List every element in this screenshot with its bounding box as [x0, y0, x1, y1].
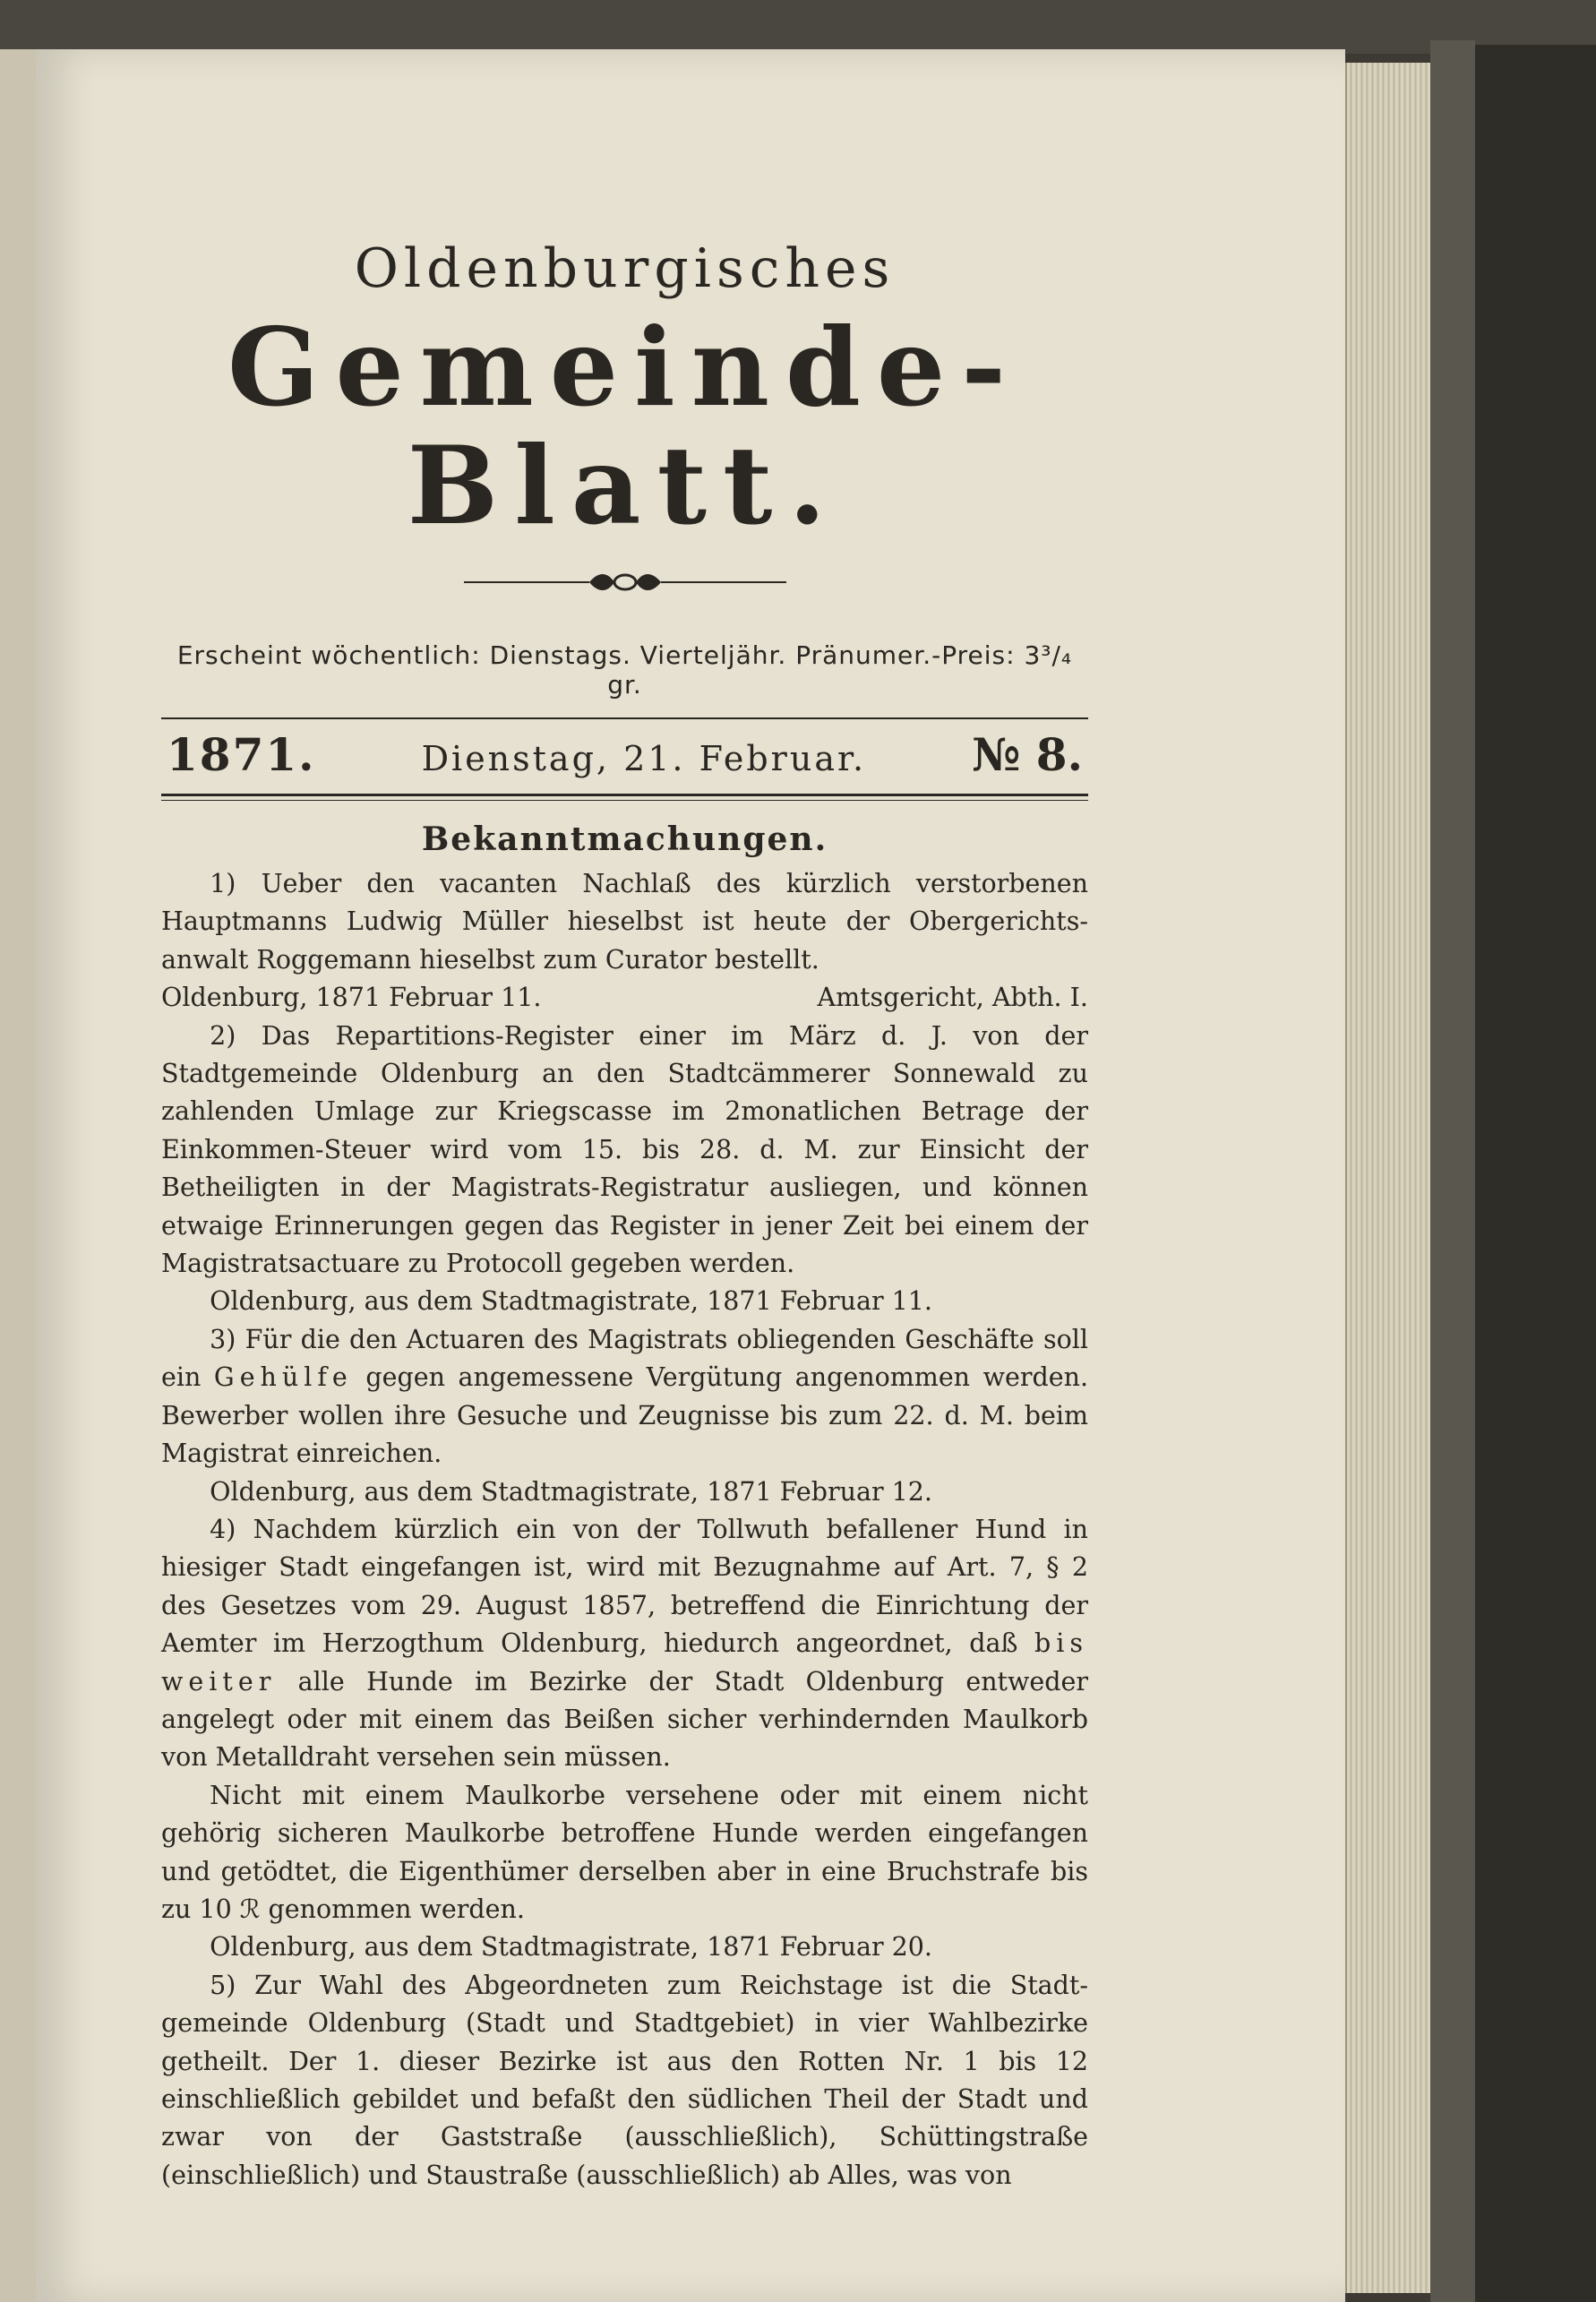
page-content	[161, 179, 1088, 2195]
notice-3-spaced: Gehülfe	[213, 1362, 353, 1393]
notice-4-signature: Oldenburg, aus dem Stadtmagistrate, 1871 Februar 20.	[210, 1932, 932, 1963]
page-stack-edge	[1345, 63, 1432, 2293]
masthead-subtitle: Oldenburgisches	[354, 237, 896, 300]
rule-thin	[161, 717, 1088, 719]
masthead-title: Gemeinde-Blatt.	[227, 305, 1023, 549]
notice-4-text	[161, 1511, 1088, 1777]
notice-4-spaced: bis weiter	[161, 1628, 1089, 1696]
notice-1-sig-left: Oldenburg, 1871 Februar 11.	[161, 983, 542, 1013]
notice-3-text	[161, 1321, 1088, 1473]
notice-1-sig-right: Amtsgericht, Abth. I.	[817, 983, 1088, 1013]
book-cover-back	[1475, 45, 1596, 2302]
book-binding-top	[0, 0, 1596, 54]
notice-3-text-a: 3) Für die den Actuaren des Magistrats obliegenden Geschäfte soll ein	[161, 1324, 1088, 1393]
notice-3-signature: Oldenburg, aus dem Stadtmagistrate, 1871 Februar 12.	[210, 1476, 932, 1507]
notice-3-text-b: gegen angemessene Vergütung angenommen werden. Bewerber wollen ihre Gesuche und Zeugnisse bis zum 22. d. M. beim Magistrat einreichen.	[161, 1362, 1089, 1469]
left-page-edge	[0, 49, 38, 2302]
notice-5-text: 5) Zur Wahl des Abgeordneten zum Reichstage ist die Stadt-gemeinde Oldenburg (Stadt und Stadtgebiet) in vier Wahlbezirke getheilt. Der 1. dieser Bezirke ist aus den Rotten Nr. 1 bis 12 einschließlich gebildet und befaßt den südlichen Theil der Stadt und zwar von der Gaststraße (ausschließlich), Schüttingstraße (einschließlich) und Staustraße (ausschließlich) ab Alles, was von	[161, 1970, 1088, 2190]
notice-1-signature	[161, 979, 1088, 1017]
rule-double	[161, 794, 1088, 801]
issue-year: 1871.	[167, 728, 316, 781]
notice-1-text: 1) Ueber den vacanten Nachlaß des kürzlich verstorbenen Hauptmanns Ludwig Müller hieselbst ist heute der Obergerichts-anwalt Roggemann hieselbst zum Curator bestellt.	[161, 869, 1088, 975]
dateline	[161, 728, 1088, 781]
notices-body	[161, 865, 1088, 2195]
issue-number: № 8.	[972, 728, 1083, 781]
subscription-line: Erscheint wöchentlich: Dienstags. Vierteljähr. Pränumer.-Preis: 3³/₄ gr.	[176, 640, 1073, 700]
notice-2-text: 2) Das Repartitions-Register einer im März d. J. von der Stadtgemeinde Oldenburg an den Stadtcämmerer Sonnewald zu zahlenden Umlage zur Kriegscasse im 2monatlichen Betrage der Einkommen-Steuer wird vom 15. bis 28. d. M. zur Einsicht der Betheiligten in der Magistrats-Registratur ausliegen, und können etwaige Erinnerungen gegen das Register in jener Zeit bei einem der Magistratsactuare zu Protocoll gegeben werden.	[161, 1020, 1088, 1279]
ornament-divider-icon	[161, 563, 1088, 605]
notice-4-text-b: alle Hunde im Bezirke der Stadt Oldenburg entweder angelegt oder mit einem das Beißen sicher verhindernden Maulkorb von Metalldraht versehen sein müssen.	[161, 1666, 1088, 1773]
section-title: Bekanntmachungen.	[421, 820, 828, 858]
notice-4-text-a: 4) Nachdem kürzlich ein von der Tollwuth befallener Hund in hiesiger Stadt eingefangen ist, wird mit Bezugnahme auf Art. 7, § 2 des Gesetzes vom 29. August 1857, betreffend die Einrichtung der Aemter im Herzogthum Oldenburg, hiedurch angeordnet, daß	[161, 1514, 1088, 1659]
ornament-flourish-icon	[464, 569, 786, 596]
issue-date: Dienstag, 21. Februar.	[421, 739, 867, 778]
notice-4-text-c: Nicht mit einem Maulkorbe versehene oder mit einem nicht gehörig sicheren Maulkorbe betroffene Hunde werden eingefangen und getödtet, die Eigenthümer derselben aber in eine Bruchstrafe bis zu 10 ℛ genommen werden.	[161, 1780, 1088, 1924]
notice-2-signature: Oldenburg, aus dem Stadtmagistrate, 1871 Februar 11.	[210, 1286, 932, 1317]
book-cover-edge	[1430, 40, 1475, 2302]
